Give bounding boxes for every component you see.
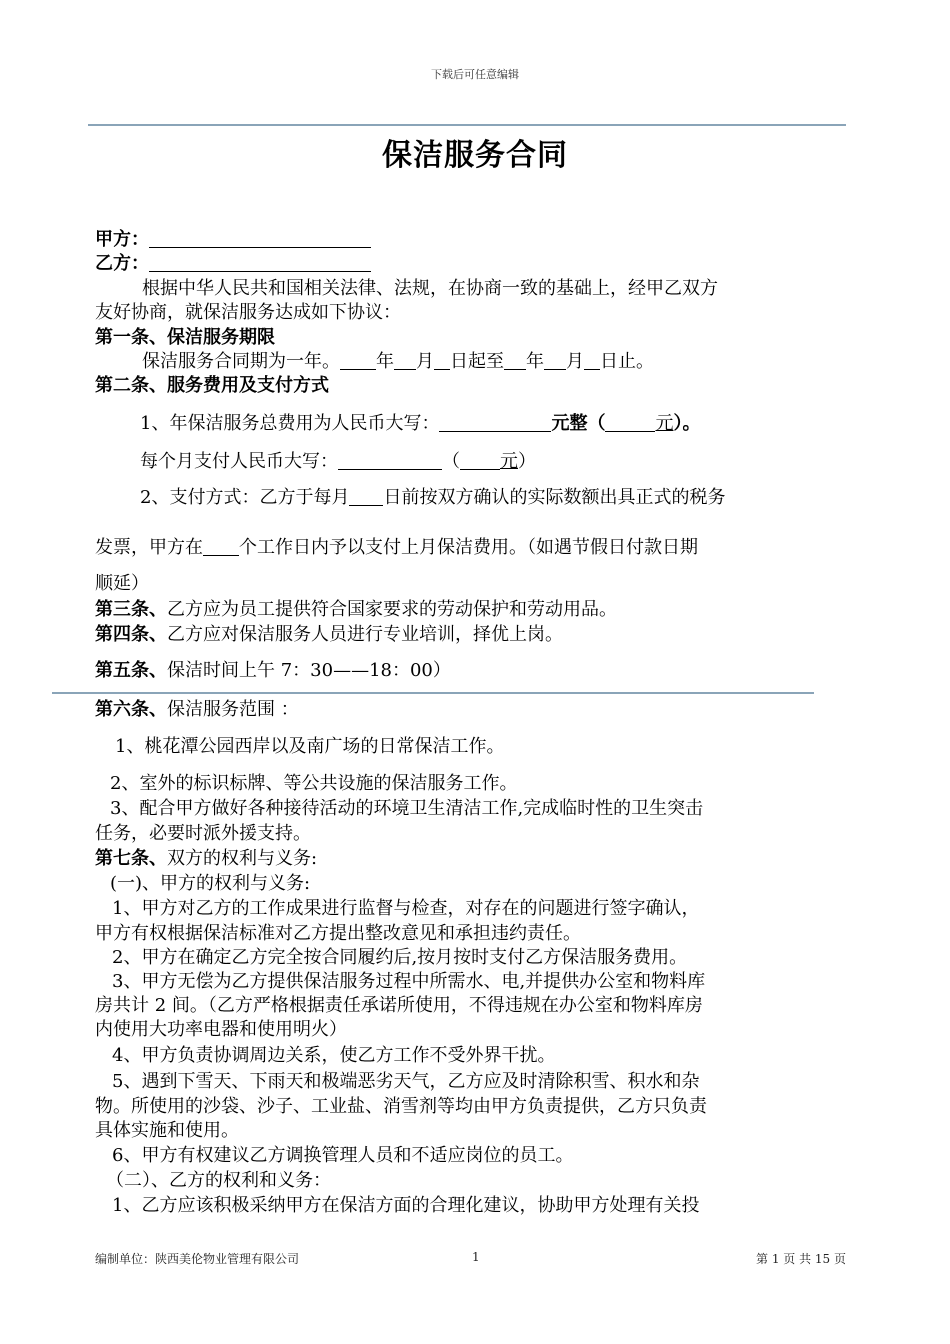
article-2-monthly-line: 每个月支付人民币大写： （ 元） [140, 451, 536, 472]
footer-page-count: 第 1 页 共 15 页 [756, 1252, 846, 1266]
article-2-heading: 第二条、服务费用及支付方式 [95, 375, 329, 396]
article-7-line: 物。所使用的沙袋、沙子、工业盐、消雪剂等均由甲方负责提供，乙方只负责 [95, 1096, 707, 1117]
article-2-fee-line: 1、年保洁服务总费用为人民币大写： 元整（ 元）。 [140, 413, 701, 434]
article-7-line: 房共计 2 间。（乙方严格根据责任承诺所使用，不得违规在办公室和物料库房 [95, 995, 703, 1016]
article-1-text: 保洁服务合同期为一年。 年 月 日起至 年 月 日止。 [142, 351, 654, 372]
article-7-line: 3、甲方无偿为乙方提供保洁服务过程中所需水、电,并提供办公室和物料库 [112, 971, 706, 992]
article-7-line: 1、甲方对乙方的工作成果进行监督与检查，对存在的问题进行签字确认， [112, 898, 700, 919]
article-7: 第七条、双方的权利与义务: [95, 848, 318, 869]
article-7-line: 甲方有权根据保洁标准对乙方提出整改意见和承担违约责任。 [95, 923, 581, 944]
article-7-line: 6、甲方有权建议乙方调换管理人员和不适应岗位的员工。 [112, 1145, 574, 1166]
section-rule [52, 692, 814, 694]
article-2-invoice-line: 发票，甲方在 个工作日内予以支付上月保洁费用。（如遇节假日付款日期 [95, 537, 698, 558]
article-7-line: （二）、乙方的权利和义务： [106, 1170, 331, 1191]
document-title: 保洁服务合同 [382, 138, 568, 173]
footer-organization: 编制单位：陕西美伦物业管理有限公司 [95, 1252, 300, 1266]
article-1-heading: 第一条、保洁服务期限 [95, 327, 275, 348]
intro-line-1: 根据中华人民共和国相关法律、法规，在协商一致的基础上，经甲乙双方 [142, 278, 718, 299]
party-a-blank [149, 229, 371, 248]
party-b-blank [149, 253, 371, 272]
article-7-line: 具体实施和使用。 [95, 1120, 239, 1141]
article-7-line: 2、甲方在确定乙方完全按合同履约后,按月按时支付乙方保洁服务费用。 [112, 947, 688, 968]
article-7-line: 1、乙方应该积极采纳甲方在保洁方面的合理化建议，协助甲方处理有关投 [112, 1195, 700, 1216]
article-7-line: 内使用大功率电器和使用明火） [95, 1019, 347, 1040]
article-2-delay-line: 顺延） [95, 573, 149, 594]
header-rule [88, 124, 846, 126]
party-b-label: 乙方： [95, 253, 149, 274]
article-6-item: 3、配合甲方做好各种接待活动的环境卫生清洁工作,完成临时性的卫生突击 [110, 798, 704, 819]
article-6-item: 任务，必要时派外援支持。 [95, 823, 311, 844]
article-6-item: 2、室外的标识标牌、等公共设施的保洁服务工作。 [110, 773, 518, 794]
article-2-payment-line: 2、支付方式：乙方于每月 日前按双方确认的实际数额出具正式的税务 [140, 487, 726, 508]
page-header: 下载后可任意编辑 [431, 68, 519, 81]
intro-line-2: 友好协商，就保洁服务达成如下协议： [95, 302, 401, 323]
footer-page-number: 1 [472, 1250, 480, 1264]
party-b-line [95, 252, 371, 276]
article-7-line: 4、甲方负责协调周边关系，使乙方工作不受外界干扰。 [112, 1045, 556, 1066]
article-3: 第三条、乙方应为员工提供符合国家要求的劳动保护和劳动用品。 [95, 599, 617, 620]
article-4: 第四条、乙方应对保洁服务人员进行专业培训，择优上岗。 [95, 624, 563, 645]
party-a-label: 甲方： [95, 229, 149, 250]
article-7-line: 5、遇到下雪天、下雨天和极端恶劣天气，乙方应及时清除积雪、积水和杂 [112, 1071, 700, 1092]
article-6: 第六条、保洁服务范围 ： [95, 699, 299, 720]
article-6-item: 1、桃花潭公园西岸以及南广场的日常保洁工作。 [115, 736, 505, 757]
article-7-line: (一)、甲方的权利与义务: [110, 873, 311, 894]
article-5: 第五条、保洁时间上午 7：30——18：00） [95, 660, 451, 681]
party-a-line [95, 228, 371, 252]
